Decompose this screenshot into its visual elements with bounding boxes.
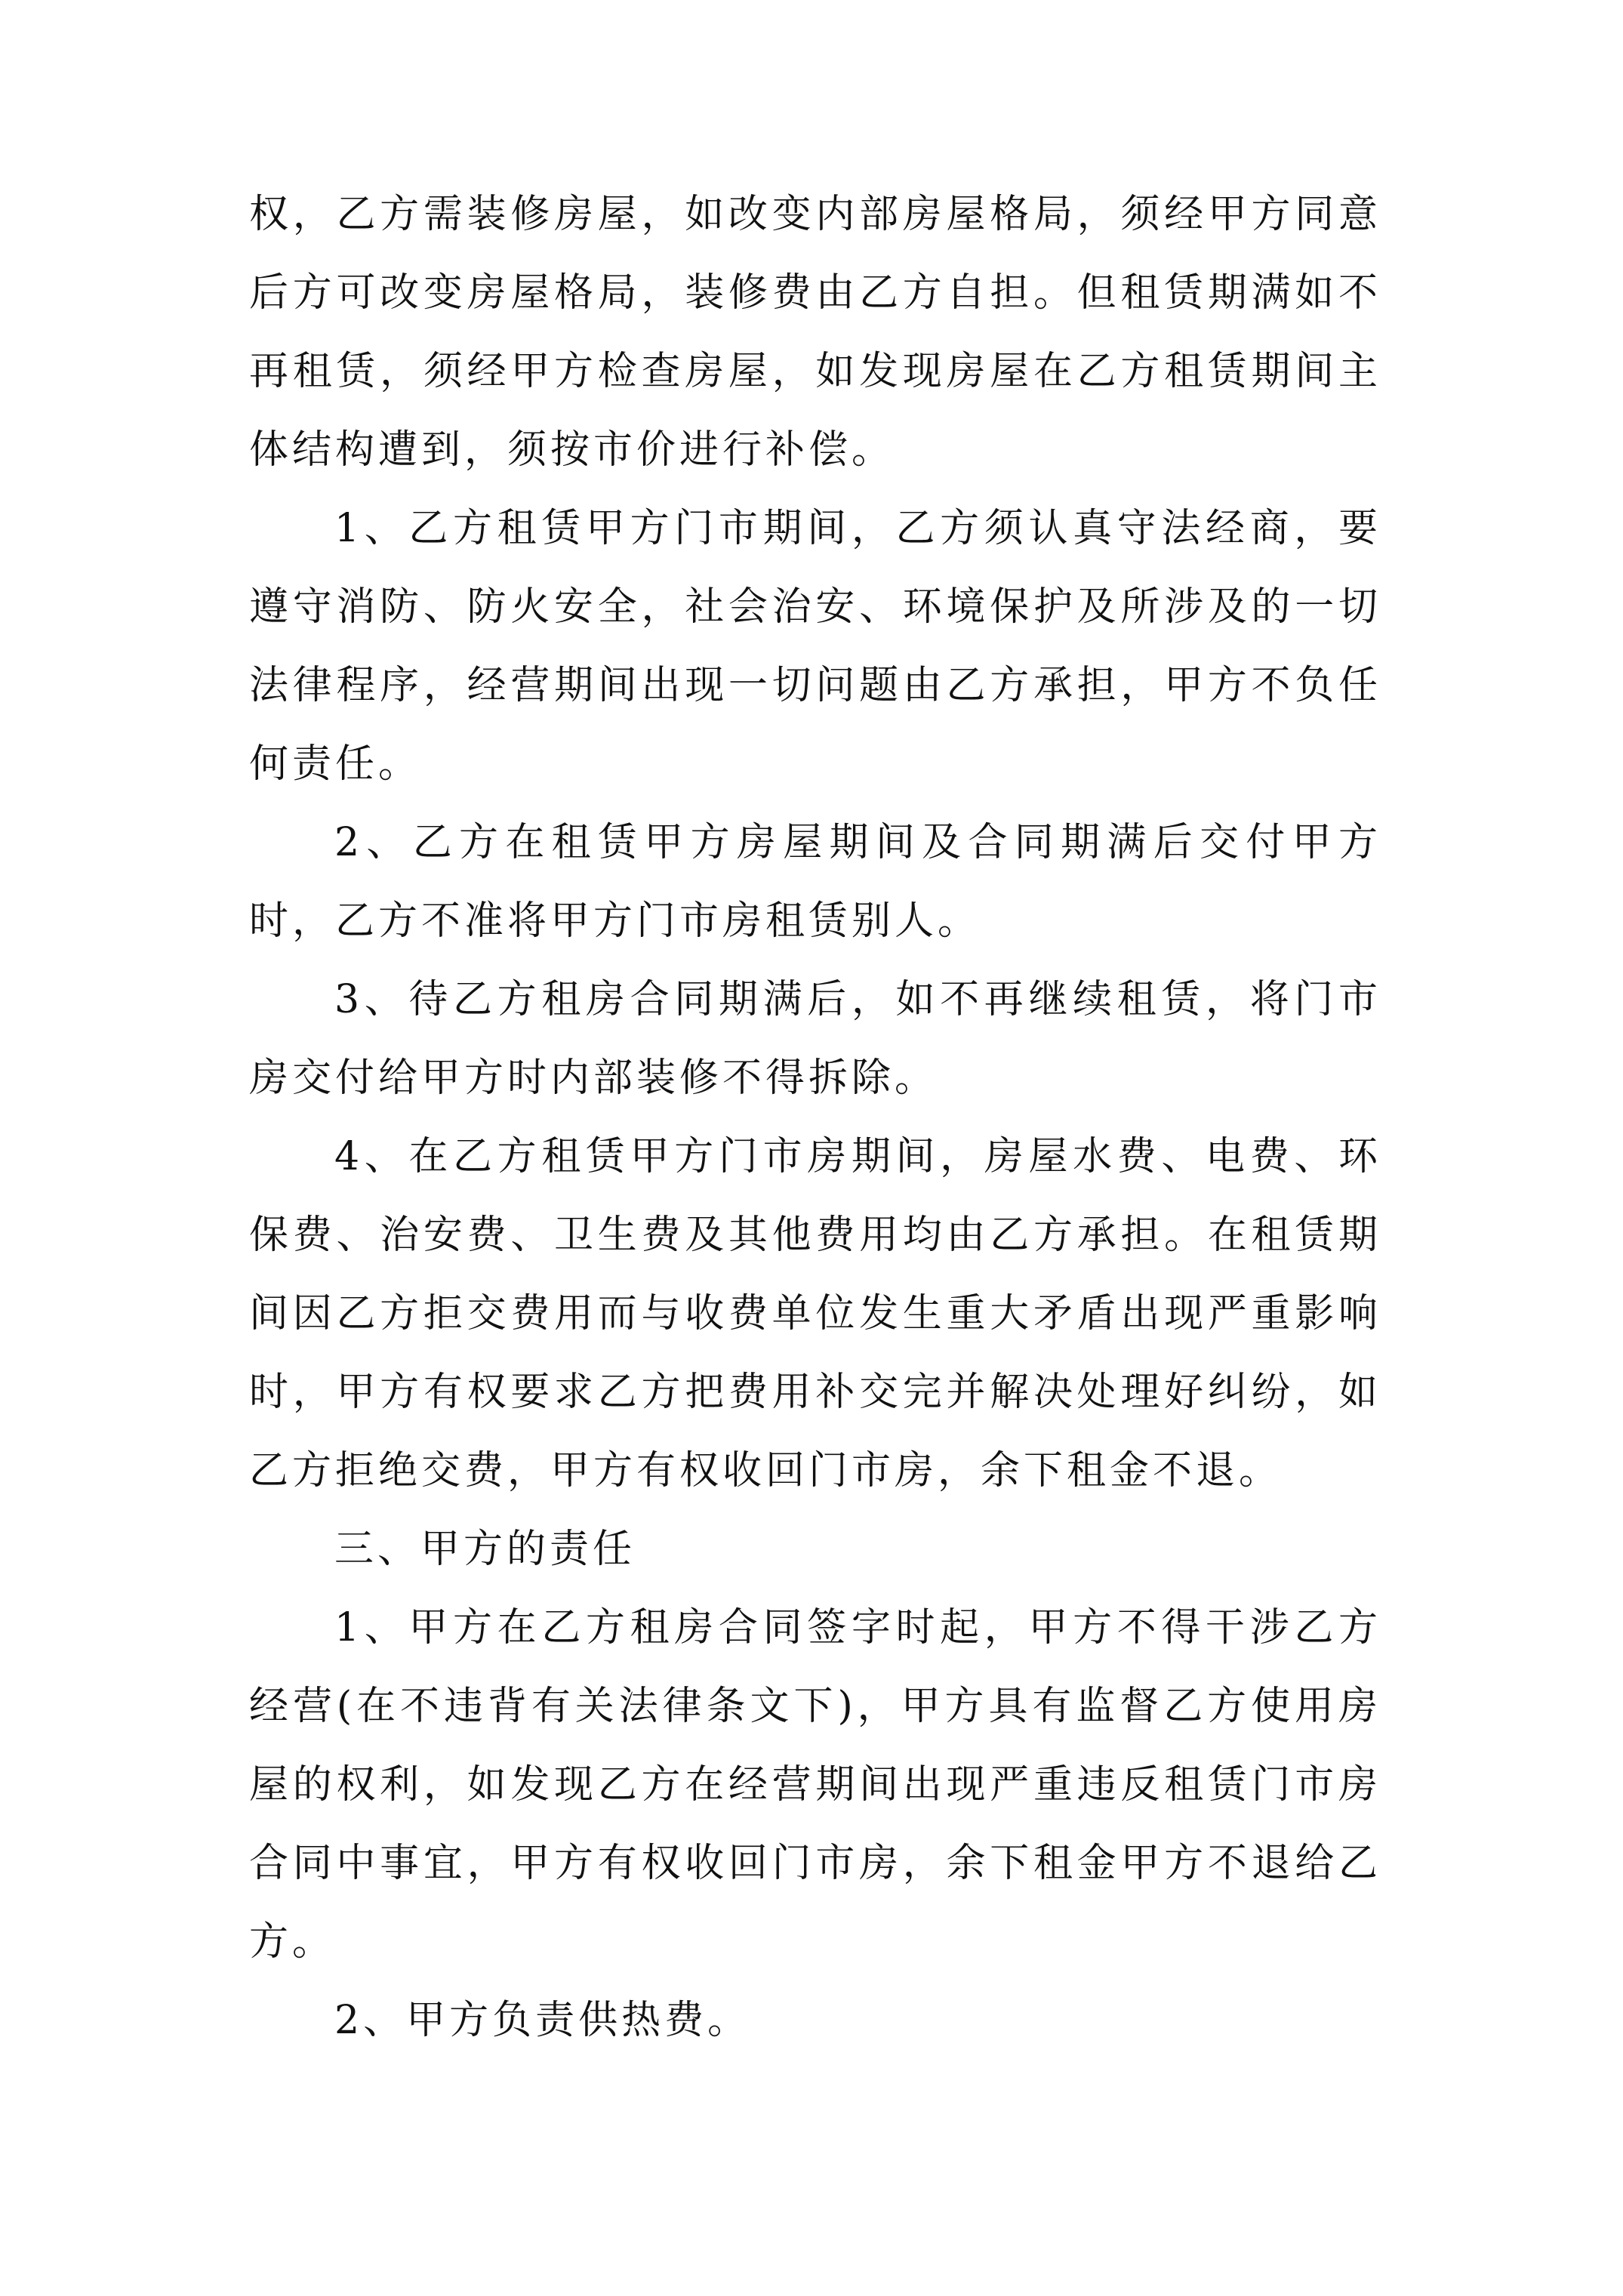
paragraph-lessor-clause-1: 1、甲方在乙方租房合同签字时起，甲方不得干涉乙方经营(在不违背有关法律条文下)，甲方具有监督乙方使用房屋的权利，如发现乙方在经营期间出现严重违反租赁门市房合同中事宜，甲方有权收回门市房，余下租金甲方不退给乙方。 xyxy=(249,1605,1381,1965)
section-heading-lessor-responsibilities: 三、甲方的责任 xyxy=(334,1527,636,1572)
paragraph-clause-4-fees: 4、在乙方租赁甲方门市房期间，房屋水费、电费、环保费、治安费、卫生费及其他费用均由乙方承担。在租赁期间因乙方拒交费用而与收费单位发生重大矛盾出现严重影响时，甲方有权要求乙方把费用补交完并解决处理好纠纷，如乙方拒绝交费，甲方有权收回门市房，余下租金不退。 xyxy=(249,1134,1381,1493)
paragraph-clause-3-keep-renovation: 3、待乙方租房合同期满后，如不再继续租赁，将门市房交付给甲方时内部装修不得拆除。 xyxy=(249,977,1381,1101)
paragraph-renovation-terms: 权，乙方需装修房屋，如改变内部房屋格局，须经甲方同意后方可改变房屋格局，装修费由乙方自担。但租赁期满如不再租赁，须经甲方检查房屋，如发现房屋在乙方租赁期间主体结构遭到，须按市价进行补偿。 xyxy=(249,192,1381,473)
paragraph-clause-1-lawful-operation: 1、乙方租赁甲方门市期间，乙方须认真守法经商，要遵守消防、防火安全，社会治安、环境保护及所涉及的一切法律程序，经营期间出现一切问题由乙方承担，甲方不负任何责任。 xyxy=(249,506,1381,787)
paragraph-clause-2-no-sublease: 2、乙方在租赁甲方房屋期间及合同期满后交付甲方时，乙方不准将甲方门市房租赁别人。 xyxy=(249,820,1381,944)
paragraph-lessor-clause-2: 2、甲方负责供热费。 xyxy=(334,1998,751,2043)
document-body xyxy=(249,175,1381,2060)
